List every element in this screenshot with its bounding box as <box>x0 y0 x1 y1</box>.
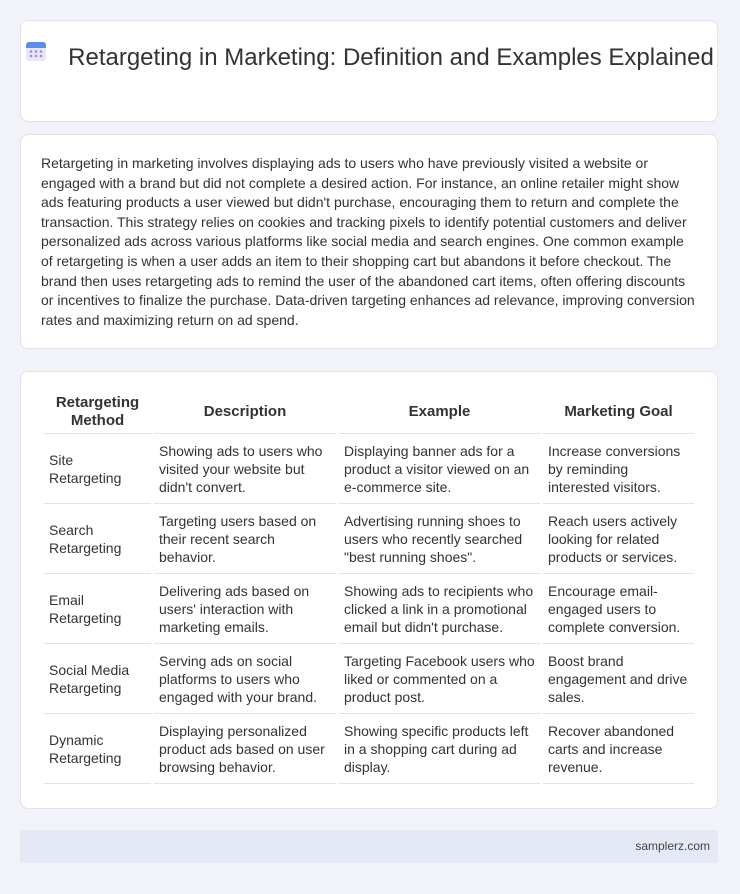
cell-goal: Reach users actively looking for related products or services. <box>543 504 694 574</box>
cell-method: Search Retargeting <box>44 504 151 574</box>
table-row <box>44 434 694 504</box>
cell-description: Displaying personalized product ads based on user browsing behavior. <box>154 714 336 784</box>
header-description: Description <box>154 391 336 434</box>
cell-goal: Increase conversions by reminding interested visitors. <box>543 434 694 504</box>
page-title: Retargeting in Marketing: Definition and Examples Explained <box>68 44 714 71</box>
cell-example: Showing specific products left in a shopping cart during ad display. <box>339 714 540 784</box>
retargeting-table <box>41 391 697 784</box>
cell-method: Social Media Retargeting <box>44 644 151 714</box>
footer-bar <box>20 830 718 863</box>
cell-goal: Boost brand engagement and drive sales. <box>543 644 694 714</box>
calendar-icon <box>24 39 48 70</box>
intro-card <box>20 134 718 349</box>
cell-description: Showing ads to users who visited your website but didn't convert. <box>154 434 336 504</box>
table-row <box>44 644 694 714</box>
cell-example: Showing ads to recipients who clicked a link in a promotional email but didn't purchase. <box>339 574 540 644</box>
table-card <box>20 371 718 809</box>
cell-goal: Encourage email-engaged users to complete conversion. <box>543 574 694 644</box>
footer-site-link[interactable]: samplerz.com <box>635 839 710 853</box>
cell-example: Displaying banner ads for a product a visitor viewed on an e-commerce site. <box>339 434 540 504</box>
cell-method: Site Retargeting <box>44 434 151 504</box>
header-method: Retargeting Method <box>44 391 151 434</box>
header-goal: Marketing Goal <box>543 391 694 434</box>
cell-description: Targeting users based on their recent search behavior. <box>154 504 336 574</box>
cell-description: Serving ads on social platforms to users who engaged with your brand. <box>154 644 336 714</box>
cell-example: Targeting Facebook users who liked or commented on a product post. <box>339 644 540 714</box>
title-card <box>20 20 718 122</box>
cell-description: Delivering ads based on users' interaction with marketing emails. <box>154 574 336 644</box>
cell-method: Dynamic Retargeting <box>44 714 151 784</box>
cell-example: Advertising running shoes to users who recently searched "best running shoes". <box>339 504 540 574</box>
cell-goal: Recover abandoned carts and increase revenue. <box>543 714 694 784</box>
table-row <box>44 574 694 644</box>
page-title-wrap <box>21 43 717 74</box>
table-header-row <box>44 391 694 434</box>
intro-paragraph: Retargeting in marketing involves displaying ads to users who have previously visited a website or engaged with a brand but did not complete a desired action. For instance, an online retailer might show ads featuring products a user viewed but didn't purchase, encouraging them to return and complete the transaction. This strategy relies on cookies and tracking pixels to identify potential customers and deliver personalized ads across various platforms like social media and search engines. One common example of retargeting is when a user adds an item to their shopping cart but abandons it before checkout. The brand then uses retargeting ads to remind the user of the abandoned cart items, often offering discounts or incentives to finalize the purchase. Data-driven targeting enhances ad relevance, improving conversion rates and maximizing return on ad spend. <box>41 155 695 328</box>
cell-method: Email Retargeting <box>44 574 151 644</box>
table-row <box>44 714 694 784</box>
header-example: Example <box>339 391 540 434</box>
table-row <box>44 504 694 574</box>
